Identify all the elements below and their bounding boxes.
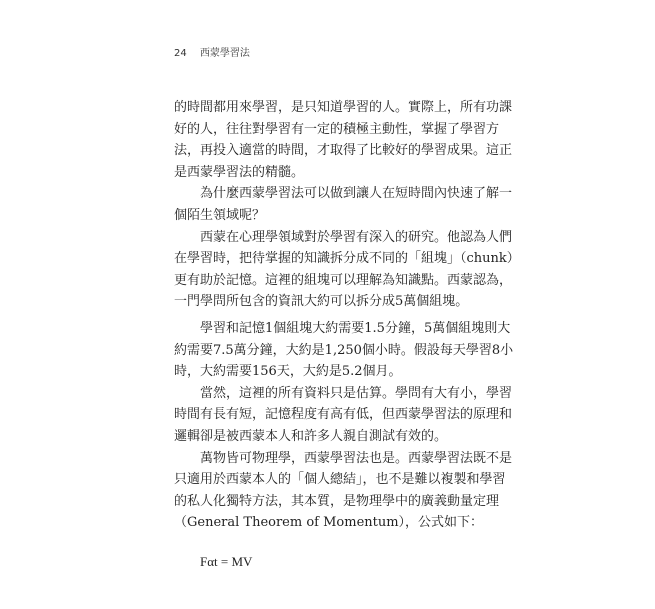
text-line: 的私人化獨特方法，其本質，是物理學中的廣義動量定理 xyxy=(174,493,500,509)
text-line: 當然，這裡的所有資料只是估算。學問有大有小，學習 xyxy=(200,385,513,401)
text-line: 好的人，往往對學習有一定的積極主動性，掌握了學習方 xyxy=(174,121,500,137)
text-line: 的時間都用來學習，是只知道學習的人。實際上，所有功課 xyxy=(174,100,513,115)
text-line: （General Theorem of Momentum），公式如下： xyxy=(174,515,484,531)
paragraph xyxy=(174,448,513,534)
running-header xyxy=(174,44,250,59)
paragraph xyxy=(174,318,514,383)
text-line: 只適用於西蒙本人的「個人總結」，也不是難以複製和學習 xyxy=(174,472,506,488)
text-line: 在學習時，把待掌握的知識拆分成不同的「組塊」（chunk） xyxy=(174,251,520,267)
body-text xyxy=(174,97,520,572)
text-line: 萬物皆可物理學，西蒙學習法也是。西蒙學習法既不是 xyxy=(200,450,513,466)
momentum-formula: Fαt = MV xyxy=(200,553,253,569)
text-line: 個陌生領域呢？ xyxy=(174,207,266,223)
text-line: 一門學問所包含的資訊大約可以拆分成5萬個組塊。 xyxy=(174,294,469,310)
paragraph xyxy=(174,183,513,226)
paragraph xyxy=(174,383,513,448)
book-title: 西蒙學習法 xyxy=(199,48,250,59)
text-line: 邏輯卻是被西蒙本人和許多人親自測試有效的。 xyxy=(174,428,448,444)
formula-gap xyxy=(174,534,486,552)
text-line: 法，再投入適當的時間，才取得了比較好的學習成果。這正 xyxy=(174,143,513,159)
text-line: 西蒙在心理學領域對於學習有深入的研究。他認為人們 xyxy=(200,229,513,245)
text-line: 更有助於記憶。這裡的組塊可以理解為知識點。西蒙認為， xyxy=(174,272,513,288)
text-line: 約需要7.5萬分鐘，大約是1,250個小時。假設每天學習8小 xyxy=(174,342,514,358)
text-line: 時，大約需要156天，大約是5.2個月。 xyxy=(174,364,402,380)
page-number: 24 xyxy=(174,48,187,59)
text-line: 時間有長有短，記憶程度有高有低，但西蒙學習法的原理和 xyxy=(174,407,513,423)
paragraph xyxy=(174,227,520,313)
paragraph xyxy=(174,97,513,183)
text-line: 是西蒙學習法的精髓。 xyxy=(174,164,305,180)
text-line: 學習和記憶1個組塊大約需要1.5分鐘，5萬個組塊則大 xyxy=(200,320,511,336)
text-line: 為什麼西蒙學習法可以做到讓人在短時間內快速了解一 xyxy=(200,186,513,202)
